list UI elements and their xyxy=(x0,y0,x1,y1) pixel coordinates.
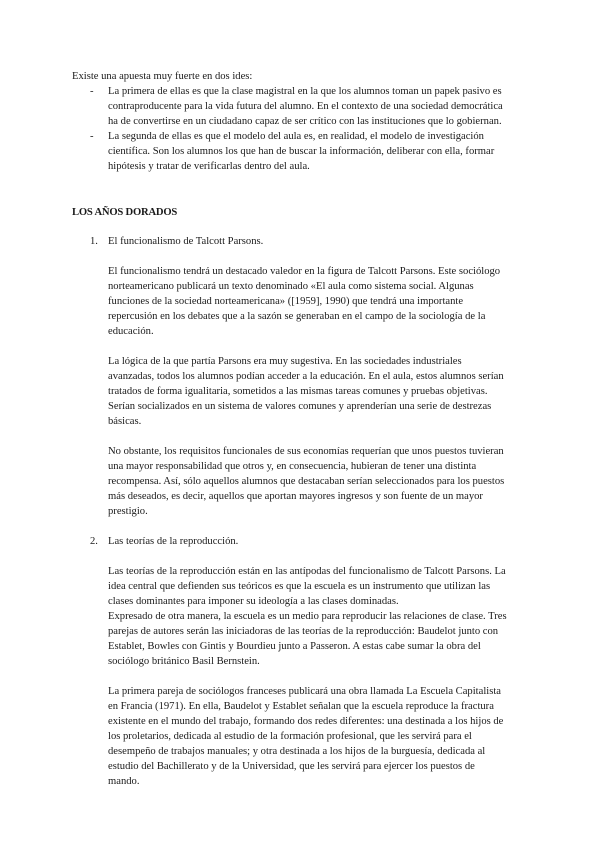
paragraph-line: una mayor responsabilidad que otros y, en consecuencia, hubieran de tener una distinta xyxy=(108,461,477,472)
paragraph-line: educación. xyxy=(108,326,154,337)
paragraph-line: desempeño de trabajos manuales; y otra destinada a los hijos de la burguesía, dedicada al xyxy=(108,746,486,757)
item-number: 2. xyxy=(90,536,98,547)
paragraph-line: estudio del Bachillerato y de la Universidad, que les servirá para ejercer los puestos de xyxy=(108,761,475,772)
paragraph-line: parejas de autores serán las iniciadoras de las teorías de la reproducción: Baudelot junto con xyxy=(108,626,499,637)
bullet-dash: - xyxy=(90,86,94,97)
bullet-1-line: La primera de ellas es que la clase magistral en la que los alumnos toman un papek pasivo es xyxy=(108,86,502,97)
paragraph-line: básicas. xyxy=(108,416,142,427)
paragraph-line: recompensa. Así, sólo aquellos alumnos que destacaban serían seleccionados para los puestos xyxy=(108,476,505,487)
paragraph-line: avanzadas, todos los alumnos podían acceder a la educación. En el aula, estos alumnos serían xyxy=(108,371,504,382)
bullet-dash: - xyxy=(90,131,94,142)
paragraph-line: en Francia (1971). En ella, Baudelot y Establet señalan que la escuela reproduce la fractura xyxy=(108,701,494,712)
bullet-2-line: hipótesis y tratar de verificarlas dentro del aula. xyxy=(108,161,310,172)
section-heading: LOS AÑOS DORADOS xyxy=(72,207,178,218)
paragraph-line: repercusión en los debates que a la sazón se generaban en el campo de la sociología de la xyxy=(108,311,486,322)
item-title: El funcionalismo de Talcott Parsons. xyxy=(108,236,264,247)
paragraph-line: Establet, Bowles con Gintis y Bourdieu junto a Passeron. A estas cabe sumar la obra del xyxy=(108,641,481,652)
paragraph-line: sociólogo británico Basil Bernstein. xyxy=(108,656,260,667)
paragraph-line: mando. xyxy=(108,776,140,787)
paragraph-line: clases dominantes para imponer su ideología a las clases dominadas. xyxy=(108,596,399,607)
bullet-2-line: científica. Son los alumnos los que han de buscar la información, deliberar con ella, formar xyxy=(108,146,495,157)
paragraph-line: existente en el mundo del trabajo, formando dos redes diferentes: una destinada a los hijos de xyxy=(108,716,504,727)
paragraph-line: tratados de forma igualitaria, sometidos a las mismas tareas comunes y pruebas objetivas. xyxy=(108,386,488,397)
paragraph-line: Las teorías de la reproducción están en las antípodas del funcionalismo de Talcott Parsons. La xyxy=(108,566,506,577)
paragraph-line: más deseados, es decir, aquellos que aportan mayores ingresos y son fuente de un mayor xyxy=(108,491,483,502)
paragraph-line: los proletarios, dedicada al estudio de la formación profesional, que les servirá para el xyxy=(108,731,472,742)
bullet-2-line: La segunda de ellas es que el modelo del aula es, en realidad, el modelo de investigación xyxy=(108,131,484,142)
bullet-1-line: ha de convertirse en un ciudadano capaz de ser crítico con las instituciones que lo gobiernan. xyxy=(108,116,502,127)
paragraph-line: funciones de la sociedad norteamericana» ([1959], 1990) que tendrá una importante xyxy=(108,296,464,307)
bullet-1-line: contraproducente para la vida futura del alumno. En el contexto de una sociedad democrática xyxy=(108,101,503,112)
paragraph-line: No obstante, los requisitos funcionales de sus economías requerían que unos puestos tuvieran xyxy=(108,446,504,457)
paragraph-line: prestigio. xyxy=(108,506,148,517)
item-title: Las teorías de la reproducción. xyxy=(108,536,239,547)
paragraph-line: Serían socializados en un sistema de valores comunes y aprenderían una serie de destrezas xyxy=(108,401,492,412)
item-number: 1. xyxy=(90,236,98,247)
paragraph-line: idea central que defienden sus teóricos es que la escuela es un instrumento que utilizan las xyxy=(108,581,491,592)
paragraph-line: Expresado de otra manera, la escuela es un medio para reproducir las relaciones de clase. Tres xyxy=(108,611,507,622)
paragraph-line: La lógica de la que partía Parsons era muy sugestiva. En las sociedades industriales xyxy=(108,356,462,367)
paragraph-line: El funcionalismo tendrá un destacado valedor en la figura de Talcott Parsons. Este sociólogo xyxy=(108,266,501,277)
paragraph-line: La primera pareja de sociólogos franceses publicará una obra llamada La Escuela Capitalista xyxy=(108,686,501,697)
paragraph-line: norteamericano publicará un texto denominado «El aula como sistema social. Algunas xyxy=(108,281,474,292)
intro-lead: Existe una apuesta muy fuerte en dos ides: xyxy=(72,71,253,82)
